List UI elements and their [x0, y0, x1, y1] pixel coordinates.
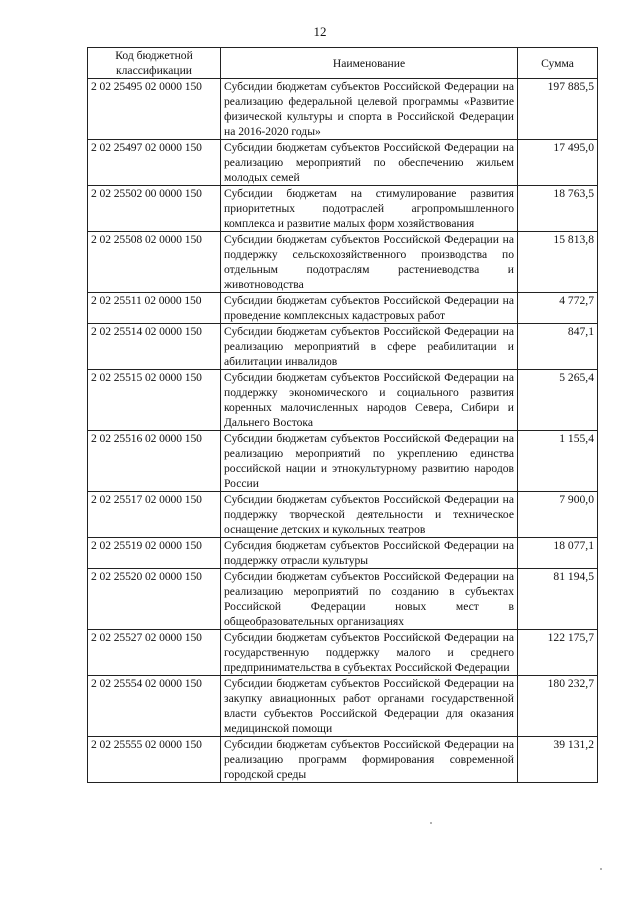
row-sum: 5 265,4: [518, 370, 598, 431]
row-code: 2 02 25514 02 0000 150: [88, 324, 221, 370]
table-row: [88, 324, 598, 370]
row-code: 2 02 25555 02 0000 150: [88, 737, 221, 783]
table-row: [88, 492, 598, 538]
row-name: Субсидии бюджетам субъектов Российской Федерации на реализацию мероприятий по созданию в субъектах Российской Федерации новых мест в общеобразовательных организациях: [221, 569, 518, 630]
row-sum: 847,1: [518, 324, 598, 370]
header-code: Код бюджетной классификации: [88, 48, 221, 79]
row-code: 2 02 25508 02 0000 150: [88, 232, 221, 293]
header-name: Наименование: [221, 48, 518, 79]
table-row: [88, 630, 598, 676]
row-code: 2 02 25527 02 0000 150: [88, 630, 221, 676]
row-code: 2 02 25554 02 0000 150: [88, 676, 221, 737]
table-row: [88, 676, 598, 737]
table-row: [88, 79, 598, 140]
table-row: [88, 140, 598, 186]
page-number: 12: [313, 24, 327, 39]
row-name: Субсидии бюджетам субъектов Российской Федерации на поддержку экономического и социального развития коренных малочисленных народов Севера, Сибири и Дальнего Востока: [221, 370, 518, 431]
row-name: Субсидии бюджетам субъектов Российской Федерации на реализацию федеральной целевой программы «Развитие физической культуры и спорта в Российской Федерации на 2016-2020 годы»: [221, 79, 518, 140]
row-code: 2 02 25520 02 0000 150: [88, 569, 221, 630]
table-row: [88, 293, 598, 324]
row-name: Субсидии бюджетам субъектов Российской Федерации на поддержку сельскохозяйственного производства по отдельным подотраслям растениеводства и животноводства: [221, 232, 518, 293]
row-code: 2 02 25515 02 0000 150: [88, 370, 221, 431]
budget-table: [87, 47, 598, 783]
row-code: 2 02 25495 02 0000 150: [88, 79, 221, 140]
row-code: 2 02 25497 02 0000 150: [88, 140, 221, 186]
row-name: Субсидии бюджетам субъектов Российской Федерации на реализацию мероприятий в сфере реабилитации и абилитации инвалидов: [221, 324, 518, 370]
row-sum: 122 175,7: [518, 630, 598, 676]
table-row: [88, 186, 598, 232]
row-sum: 39 131,2: [518, 737, 598, 783]
row-sum: 15 813,8: [518, 232, 598, 293]
row-name: Субсидии бюджетам субъектов Российской Федерации на реализацию мероприятий по укреплению единства российской нации и этнокультурному развитию народов России: [221, 431, 518, 492]
row-sum: 7 900,0: [518, 492, 598, 538]
scan-speck: [600, 868, 602, 870]
row-sum: 18 763,5: [518, 186, 598, 232]
row-sum: 17 495,0: [518, 140, 598, 186]
row-sum: 18 077,1: [518, 538, 598, 569]
row-sum: 81 194,5: [518, 569, 598, 630]
row-name: Субсидии бюджетам на стимулирование развития приоритетных подотраслей агропромышленного комплекса и развитие малых форм хозяйствования: [221, 186, 518, 232]
table-row: [88, 737, 598, 783]
table-row: [88, 569, 598, 630]
row-name: Субсидия бюджетам субъектов Российской Федерации на поддержку отрасли культуры: [221, 538, 518, 569]
row-name: Субсидии бюджетам субъектов Российской Федерации на государственную поддержку малого и среднего предпринимательства в субъектах Российской Федерации: [221, 630, 518, 676]
row-sum: 4 772,7: [518, 293, 598, 324]
row-code: 2 02 25502 00 0000 150: [88, 186, 221, 232]
table-row: [88, 232, 598, 293]
row-name: Субсидии бюджетам субъектов Российской Федерации на реализацию программ формирования современной городской среды: [221, 737, 518, 783]
row-code: 2 02 25517 02 0000 150: [88, 492, 221, 538]
row-sum: 197 885,5: [518, 79, 598, 140]
scan-speck: [430, 822, 432, 824]
row-name: Субсидии бюджетам субъектов Российской Федерации на проведение комплексных кадастровых работ: [221, 293, 518, 324]
table-row: [88, 370, 598, 431]
row-code: 2 02 25519 02 0000 150: [88, 538, 221, 569]
row-code: 2 02 25511 02 0000 150: [88, 293, 221, 324]
row-code: 2 02 25516 02 0000 150: [88, 431, 221, 492]
row-name: Субсидии бюджетам субъектов Российской Федерации на закупку авиационных работ органами государственной власти субъектов Российской Федерации для оказания медицинской помощи: [221, 676, 518, 737]
row-sum: 180 232,7: [518, 676, 598, 737]
row-name: Субсидии бюджетам субъектов Российской Федерации на поддержку творческой деятельности и техническое оснащение детских и кукольных театров: [221, 492, 518, 538]
row-sum: 1 155,4: [518, 431, 598, 492]
row-name: Субсидии бюджетам субъектов Российской Федерации на реализацию мероприятий по обеспечению жильем молодых семей: [221, 140, 518, 186]
header-sum: Сумма: [518, 48, 598, 79]
table-header-row: [88, 48, 598, 79]
table-row: [88, 431, 598, 492]
table-row: [88, 538, 598, 569]
